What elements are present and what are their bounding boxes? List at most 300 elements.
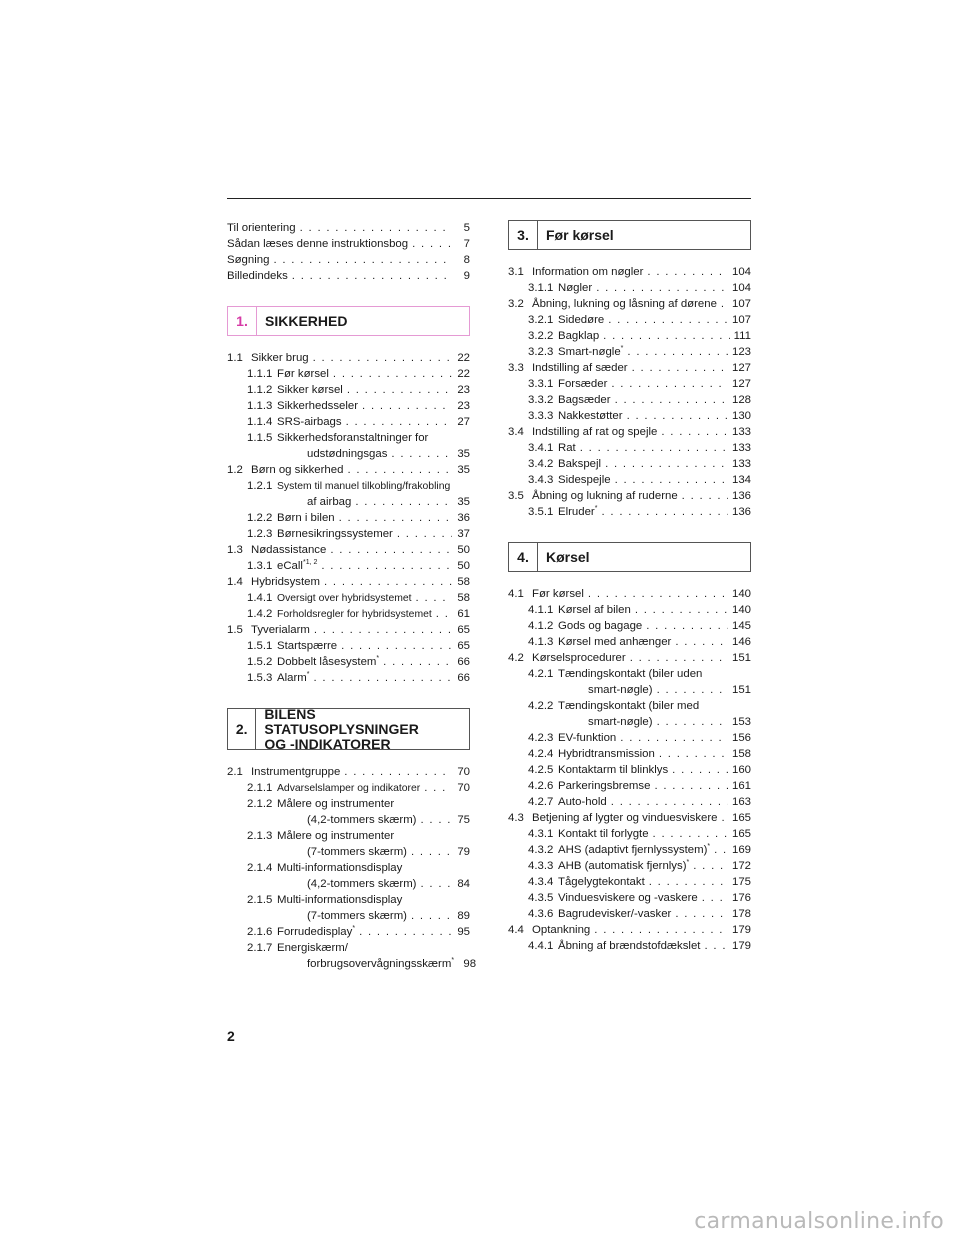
toc-entry[interactable] — [227, 558, 470, 574]
toc-entry[interactable] — [227, 606, 470, 622]
toc-entry[interactable] — [227, 252, 470, 268]
toc-entry[interactable] — [227, 542, 470, 558]
toc-entry-title — [532, 586, 584, 602]
toc-entry[interactable] — [227, 366, 470, 382]
footnote-marker: * — [707, 843, 711, 851]
toc-entry-number: 3.3 — [508, 362, 524, 374]
toc-entry[interactable] — [508, 906, 751, 922]
toc-entry-title-text: Kørselsprocedurer — [532, 652, 626, 664]
toc-entry[interactable] — [508, 264, 751, 280]
toc-entry-title — [277, 781, 420, 797]
footnote-marker: * — [306, 671, 310, 679]
toc-entry-number: 3.3.3 — [528, 410, 554, 422]
dot-leader — [588, 586, 728, 602]
toc-entry-page: 66 — [457, 656, 470, 668]
toc-entry-page: 84 — [457, 878, 470, 890]
dot-leader — [702, 890, 728, 906]
toc-entry[interactable] — [508, 890, 751, 906]
toc-entry[interactable] — [508, 778, 751, 794]
toc-entry-page: 7 — [463, 238, 470, 250]
toc-entry[interactable] — [227, 446, 470, 462]
dot-leader — [313, 350, 452, 366]
toc-entry-title-text: Smart-nøgle — [558, 346, 621, 358]
toc-entry[interactable] — [227, 956, 477, 972]
toc-entry-title — [277, 924, 355, 940]
dot-leader — [330, 542, 452, 558]
dot-leader — [661, 424, 728, 440]
toc-entry[interactable] — [508, 714, 751, 730]
toc-entry-page: 70 — [457, 782, 470, 794]
toc-entry-title-text: Tændingskontakt (biler uden — [558, 668, 703, 680]
toc-entry-page: 165 — [731, 812, 751, 824]
dot-leader — [355, 494, 452, 510]
toc-entry-page: 22 — [457, 352, 470, 364]
toc-entry-title-text: Før kørsel — [277, 368, 329, 380]
toc-entry[interactable] — [227, 924, 470, 940]
toc-entry-page: 58 — [457, 576, 470, 588]
toc-entry-title-text: Målere og instrumenter — [277, 798, 395, 810]
toc-entry[interactable] — [508, 440, 751, 456]
toc-entry[interactable] — [508, 762, 751, 778]
toc-entry[interactable] — [508, 938, 751, 954]
dot-leader — [603, 328, 730, 344]
toc-entry-title — [558, 826, 649, 842]
toc-entry-page: 172 — [731, 860, 751, 872]
toc-entry-number: 1.4.2 — [247, 608, 273, 620]
toc-entry-page: 70 — [457, 766, 470, 778]
toc-entry[interactable] — [508, 826, 751, 842]
toc-entry-page: 35 — [457, 448, 470, 460]
footnote-marker: * — [620, 345, 624, 353]
section-4-title: Kørsel — [546, 548, 590, 565]
toc-entry-title-text: Instrumentgruppe — [251, 766, 341, 778]
toc-entry[interactable] — [508, 858, 751, 874]
dot-leader — [341, 638, 452, 654]
toc-entry[interactable] — [508, 488, 751, 504]
toc-entry-number: 4.1.1 — [528, 604, 554, 616]
toc-entry-title-text: Sikkerhedsforanstaltninger for — [277, 432, 429, 444]
toc-entry-title — [277, 558, 317, 574]
dot-leader — [630, 650, 728, 666]
toc-entry[interactable] — [227, 494, 470, 510]
toc-entry-number: 1.4.1 — [247, 592, 273, 604]
toc-entry-page: 9 — [463, 270, 470, 282]
toc-entry-number: 4.2.6 — [528, 780, 554, 792]
toc-entry[interactable] — [508, 312, 751, 328]
toc-entry-page: 98 — [463, 958, 477, 970]
toc-entry-title-text: Forholdsregler for hybridsystemet — [277, 609, 432, 620]
dot-leader — [611, 376, 728, 392]
dot-leader — [632, 360, 728, 376]
toc-entry-title — [251, 542, 326, 558]
toc-entry-title: Søgning — [227, 254, 270, 266]
toc-entry-title — [558, 666, 702, 682]
toc-entry[interactable] — [508, 810, 751, 826]
toc-entry[interactable] — [227, 638, 470, 654]
toc-entry-title — [277, 366, 329, 382]
toc-entry-number: 2.1.2 — [247, 798, 273, 810]
toc-entry[interactable] — [227, 398, 470, 414]
toc-entry-number: 1.2.2 — [247, 512, 273, 524]
top-rule — [227, 198, 751, 199]
section-4-list — [508, 586, 751, 954]
dot-leader — [675, 634, 728, 650]
footnote-marker: * — [352, 925, 356, 933]
toc-entry-title-text: Hybridtransmission — [558, 748, 655, 760]
dot-leader — [420, 812, 452, 828]
toc-entry-page: 153 — [731, 716, 751, 728]
toc-entry-page: 36 — [457, 512, 470, 524]
toc-entry[interactable] — [508, 408, 751, 424]
toc-entry[interactable] — [508, 424, 751, 440]
section-2-list — [227, 764, 477, 972]
dot-leader — [627, 344, 728, 360]
toc-entry[interactable] — [227, 780, 470, 796]
toc-entry-page: 156 — [731, 732, 751, 744]
toc-entry-title: Billedindeks — [227, 270, 288, 282]
section-2-title-line2: OG -INDIKATORER — [264, 735, 391, 752]
toc-entry-number: 1.1.4 — [247, 416, 273, 428]
toc-entry-title — [532, 296, 717, 312]
section-2-number: 2. — [228, 709, 256, 749]
toc-entry-number: 1.3 — [227, 544, 243, 556]
toc-entry-page: 140 — [731, 604, 751, 616]
section-3-number: 3. — [509, 221, 538, 249]
toc-entry-number: 1.5.3 — [247, 672, 273, 684]
toc-entry[interactable] — [227, 670, 470, 686]
toc-entry[interactable] — [508, 634, 751, 650]
toc-entry-page: 165 — [731, 828, 751, 840]
toc-entry-page: 79 — [457, 846, 470, 858]
toc-entry-page: 160 — [731, 764, 751, 776]
toc-entry-title — [532, 810, 718, 826]
section-2-title-line1: BILENS STATUSOPLYSNINGER — [264, 705, 419, 737]
dot-leader — [359, 924, 452, 940]
toc-entry-title-text: Forsæder — [558, 378, 608, 390]
toc-entry-number: 4.2.3 — [528, 732, 554, 744]
footnote-marker: * — [376, 655, 380, 663]
toc-entry-title-text: (4,2-tommers skærm) — [307, 814, 417, 826]
toc-entry-title — [277, 892, 402, 908]
toc-entry-number: 2.1.6 — [247, 926, 273, 938]
toc-entry[interactable] — [227, 764, 470, 780]
toc-entry-title — [277, 446, 387, 462]
toc-entry-title — [277, 510, 335, 526]
toc-entry-title — [277, 876, 416, 892]
toc-entry-number: 3.3.2 — [528, 394, 554, 406]
dot-leader — [627, 408, 728, 424]
dot-leader — [292, 268, 452, 284]
toc-entry-number: 1.5 — [227, 624, 243, 636]
toc-entry[interactable] — [508, 472, 751, 488]
toc-entry-title — [277, 844, 407, 860]
toc-entry-title-text: eCall — [277, 560, 303, 572]
toc-entry-title-text: Målere og instrumenter — [277, 830, 395, 842]
toc-entry-title — [532, 360, 628, 376]
dot-leader — [608, 312, 728, 328]
dot-leader — [635, 602, 728, 618]
toc-entry-page: 133 — [731, 426, 751, 438]
toc-entry[interactable] — [508, 376, 751, 392]
toc-entry-number: 1.3.1 — [247, 560, 273, 572]
toc-entry-page: 95 — [457, 926, 470, 938]
toc-entry-number: 3.4.3 — [528, 474, 554, 486]
toc-entry-page: 158 — [731, 748, 751, 760]
toc-entry[interactable] — [508, 618, 751, 634]
toc-entry-page: 178 — [731, 908, 751, 920]
dot-leader — [346, 414, 452, 430]
toc-entry-title — [558, 280, 592, 296]
toc-entry-title — [277, 860, 402, 876]
toc-entry-title — [558, 794, 607, 810]
toc-entry-title — [558, 328, 599, 344]
toc-right-column — [508, 220, 751, 954]
toc-entry-page: 5 — [463, 222, 470, 234]
toc-entry-title-text: Bagklap — [558, 330, 600, 342]
toc-entry[interactable] — [508, 650, 751, 666]
section-4-header[interactable] — [508, 542, 751, 572]
toc-entry[interactable] — [508, 392, 751, 408]
toc-entry-title-text: Børn i bilen — [277, 512, 335, 524]
toc-entry-title-text: Betjening af lygter og vinduesviskere — [532, 812, 718, 824]
dot-leader — [654, 778, 728, 794]
toc-entry-title-text: (7-tommers skærm) — [307, 846, 407, 858]
toc-entry-title — [532, 650, 626, 666]
toc-entry[interactable] — [227, 430, 470, 446]
footnote-marker: * — [686, 859, 690, 867]
toc-entry[interactable] — [508, 328, 751, 344]
dot-leader — [646, 618, 728, 634]
toc-entry-page: 169 — [731, 844, 751, 856]
toc-entry[interactable] — [508, 698, 751, 714]
footnote-marker: *1, 2 — [302, 559, 318, 567]
toc-entry-number: 3.5.1 — [528, 506, 554, 518]
toc-entry[interactable] — [227, 654, 470, 670]
dot-leader — [714, 842, 728, 858]
toc-entry[interactable] — [508, 746, 751, 762]
toc-entry-number: 4.1.3 — [528, 636, 554, 648]
toc-entry[interactable] — [508, 794, 751, 810]
toc-entry-title — [558, 440, 576, 456]
toc-entry-title — [277, 591, 412, 607]
section-2-header[interactable] — [227, 705, 470, 752]
toc-entry-number: 4.2.7 — [528, 796, 554, 808]
toc-entry-page: 145 — [731, 620, 751, 632]
toc-entry[interactable] — [508, 922, 751, 938]
toc-entry-title — [251, 574, 320, 590]
toc-entry-title — [558, 906, 671, 922]
toc-entry[interactable] — [227, 350, 470, 366]
section-1-title: SIKKERHED — [265, 312, 348, 329]
dot-leader — [347, 382, 452, 398]
toc-entry-title-text: Auto-hold — [558, 796, 607, 808]
dot-leader — [653, 826, 728, 842]
toc-entry-number: 3.3.1 — [528, 378, 554, 390]
toc-entry[interactable] — [508, 280, 751, 296]
toc-entry[interactable] — [227, 220, 470, 236]
toc-entry-title-text: Parkeringsbremse — [558, 780, 651, 792]
toc-entry-title-text: Bagsæder — [558, 394, 611, 406]
toc-entry-title — [558, 890, 698, 906]
toc-entry[interactable] — [227, 876, 470, 892]
toc-entry-title — [558, 730, 616, 746]
toc-entry[interactable] — [227, 844, 470, 860]
toc-entry-number: 4.2.2 — [528, 700, 554, 712]
toc-entry[interactable] — [508, 344, 751, 360]
toc-entry-title: Sådan læses denne instruktionsbog — [227, 238, 409, 250]
toc-entry-title-text: Sidedøre — [558, 314, 605, 326]
toc-entry-number: 2.1.1 — [247, 782, 273, 794]
toc-entry[interactable] — [227, 382, 470, 398]
toc-entry-title-text: Indstilling af rat og spejle — [532, 426, 658, 438]
toc-entry-title — [277, 812, 416, 828]
dot-leader — [339, 510, 452, 526]
dot-leader — [362, 398, 452, 414]
toc-entry-page: 58 — [457, 592, 470, 604]
toc-entry-page: 179 — [731, 924, 751, 936]
dot-leader — [672, 762, 728, 778]
section-3-list — [508, 264, 751, 520]
toc-entry-number: 2.1.5 — [247, 894, 273, 906]
toc-entry-title — [558, 938, 700, 954]
toc-entry-title-text: AHB (automatisk fjernlys) — [558, 860, 687, 872]
toc-entry[interactable] — [227, 860, 470, 876]
section-3-header[interactable] — [508, 220, 751, 250]
toc-entry[interactable] — [227, 462, 470, 478]
toc-entry[interactable] — [508, 602, 751, 618]
toc-entry-page: 65 — [457, 640, 470, 652]
toc-entry[interactable] — [227, 812, 470, 828]
toc-entry-title — [558, 682, 653, 698]
toc-entry[interactable] — [508, 504, 751, 520]
toc-entry-page: 23 — [457, 400, 470, 412]
toc-entry[interactable] — [508, 842, 751, 858]
dot-leader — [321, 558, 452, 574]
toc-entry-title — [277, 828, 394, 844]
toc-entry[interactable] — [227, 828, 470, 844]
toc-entry-page: 123 — [731, 346, 751, 358]
toc-entry[interactable] — [227, 236, 470, 252]
toc-entry-title-text: Åbning, lukning og låsning af dørene — [532, 298, 717, 310]
toc-entry-title-text: Tyverialarm — [251, 624, 310, 636]
toc-entry-title — [532, 264, 643, 280]
toc-entry[interactable] — [227, 478, 470, 494]
dot-leader — [411, 844, 452, 860]
toc-entry-title — [558, 858, 689, 874]
toc-entry-title — [558, 602, 631, 618]
toc-entry[interactable] — [227, 526, 470, 542]
toc-entry-page: 75 — [457, 814, 470, 826]
toc-entry-page: 127 — [731, 378, 751, 390]
toc-entry-number: 4.3.3 — [528, 860, 554, 872]
dot-leader — [383, 654, 452, 670]
toc-entry-number: 1.1.5 — [247, 432, 273, 444]
dot-leader — [397, 526, 452, 542]
toc-entry-title — [532, 488, 678, 504]
toc-entry[interactable] — [227, 510, 470, 526]
toc-entry-title-text: Kørsel med anhænger — [558, 636, 672, 648]
toc-entry-title-text: Kørsel af bilen — [558, 604, 631, 616]
toc-entry-page: 107 — [731, 298, 751, 310]
toc-entry-title — [558, 762, 668, 778]
toc-entry-title — [558, 714, 653, 730]
toc-entry-number: 4.3.5 — [528, 892, 554, 904]
toc-entry[interactable] — [508, 586, 751, 602]
toc-entry-page: 140 — [731, 588, 751, 600]
toc-entry-title — [277, 638, 337, 654]
toc-entry-title-text: Sikker brug — [251, 352, 309, 364]
toc-entry[interactable] — [508, 666, 751, 682]
toc-entry[interactable] — [227, 796, 470, 812]
toc-entry-page: 23 — [457, 384, 470, 396]
dot-leader — [411, 908, 452, 924]
toc-entry-number: 2.1.7 — [247, 942, 273, 954]
toc-entry-title — [277, 796, 394, 812]
toc-entry[interactable] — [227, 574, 470, 590]
toc-entry[interactable] — [227, 414, 470, 430]
toc-entry[interactable] — [227, 268, 470, 284]
toc-entry-title-text: AHS (adaptivt fjernlyssystem) — [558, 844, 708, 856]
toc-entry-title — [277, 940, 348, 956]
dot-leader — [300, 220, 452, 236]
toc-entry-title — [558, 778, 650, 794]
toc-entry-title-text: smart-nøgle) — [588, 716, 653, 728]
toc-entry-page: 130 — [731, 410, 751, 422]
toc-entry-title — [558, 874, 645, 890]
toc-entry-title-text: Indstilling af sæder — [532, 362, 628, 374]
dot-leader — [620, 730, 728, 746]
dot-leader — [682, 488, 728, 504]
toc-entry[interactable] — [508, 360, 751, 376]
toc-entry-title-text: Energiskærm/ — [277, 942, 348, 954]
toc-entry[interactable] — [227, 892, 470, 908]
toc-entry-title-text: Vinduesviskere og -vaskere — [558, 892, 698, 904]
dot-leader — [605, 456, 728, 472]
toc-entry-page: 127 — [731, 362, 751, 374]
toc-entry[interactable] — [508, 730, 751, 746]
dot-leader — [314, 622, 452, 638]
toc-entry[interactable] — [508, 456, 751, 472]
toc-entry-title-text: (7-tommers skærm) — [307, 910, 407, 922]
toc-entry[interactable] — [508, 682, 751, 698]
toc-entry-page: 66 — [457, 672, 470, 684]
toc-entry-page: 136 — [731, 490, 751, 502]
toc-entry-title-text: Kontakt til forlygte — [558, 828, 649, 840]
toc-entry[interactable] — [508, 296, 751, 312]
toc-entry-title: Til orientering — [227, 222, 296, 234]
toc-entry-title — [558, 746, 655, 762]
toc-entry[interactable] — [508, 874, 751, 890]
toc-entry-number: 4.2 — [508, 652, 524, 664]
toc-entry[interactable] — [227, 590, 470, 606]
toc-entry-title — [532, 424, 657, 440]
dot-leader — [657, 714, 728, 730]
dot-leader — [721, 296, 728, 312]
toc-entry-number: 1.1 — [227, 352, 243, 364]
toc-entry-title-text: Nødassistance — [251, 544, 327, 556]
toc-entry-number: 2.1.3 — [247, 830, 273, 842]
page-number: 2 — [227, 1028, 235, 1044]
toc-entry-number: 3.4.1 — [528, 442, 554, 454]
toc-entry[interactable] — [227, 622, 470, 638]
dot-leader — [344, 764, 452, 780]
toc-entry[interactable] — [227, 908, 470, 924]
toc-entry-title — [277, 430, 428, 446]
toc-entry-title-text: Elruder — [558, 506, 595, 518]
section-1-header[interactable] — [227, 306, 470, 336]
section-1-list — [227, 350, 470, 686]
toc-entry[interactable] — [227, 940, 470, 956]
